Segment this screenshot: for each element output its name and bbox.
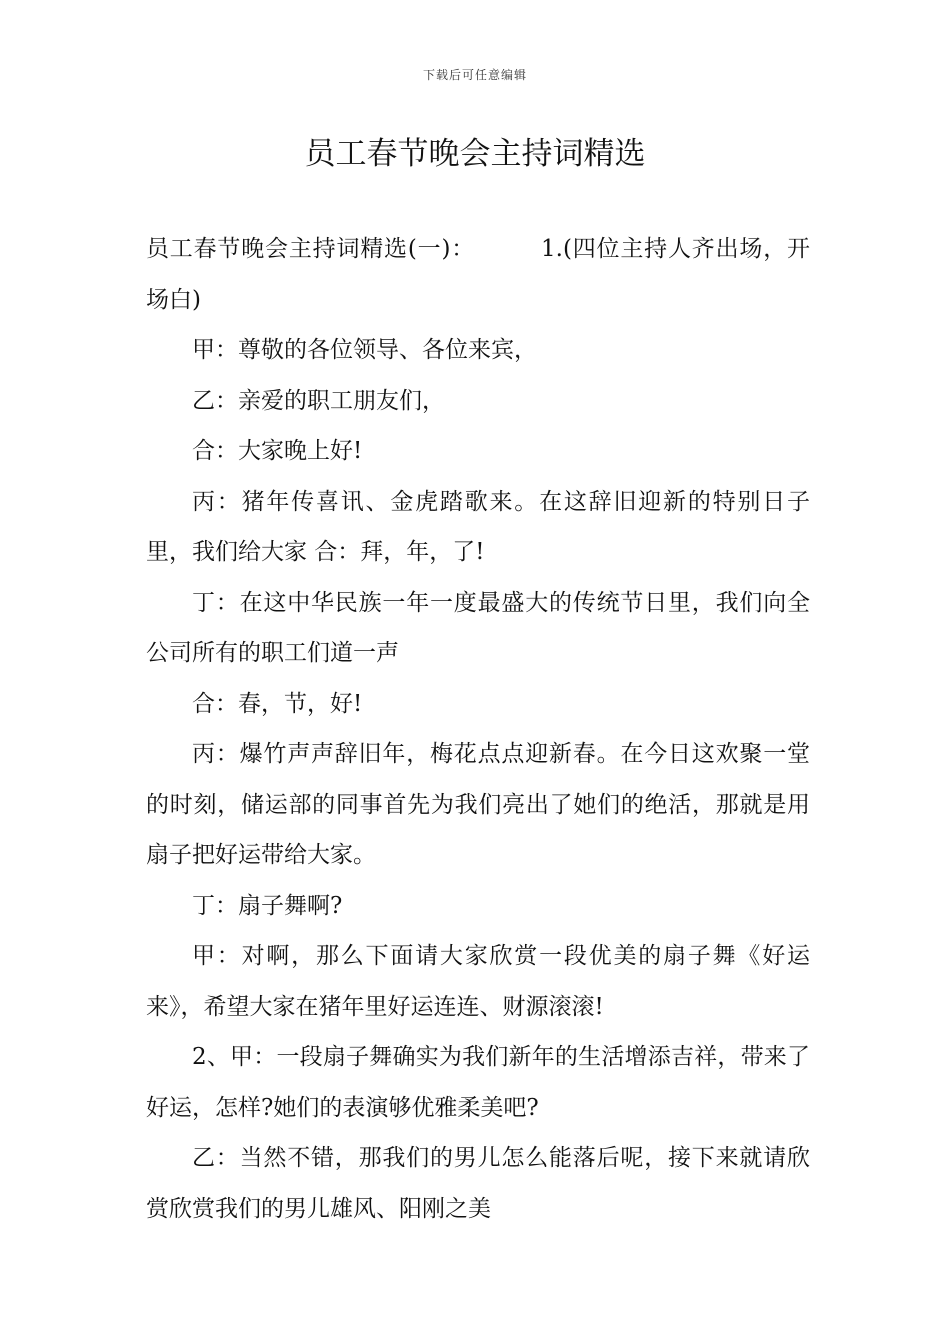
paragraph-7: 丙：爆竹声声辞旧年，梅花点点迎新春。在今日这欢聚一堂的时刻，储运部的同事首先为我们亮出了她们的绝活，那就是用扇子把好运带给大家。 (146, 741, 810, 868)
paragraph-4: 丙：猪年传喜讯、金虎踏歌来。在这辞旧迎新的特别日子里，我们给大家 合：拜，年，了! (146, 488, 810, 565)
paragraph-2: 乙：亲爱的职工朋友们， (192, 387, 445, 414)
document-body (146, 224, 810, 1234)
header-note: 下载后可任意编辑 (422, 68, 527, 82)
intro-paragraph (146, 224, 810, 325)
intro-label: 员工春节晚会主持词精选(一)： (146, 236, 476, 262)
paragraph-8: 丁：扇子舞啊? (192, 892, 343, 919)
paragraph-1: 甲：尊敬的各位领导、各位来宾， (192, 337, 537, 363)
paragraph-6: 合：春，节，好! (192, 690, 363, 717)
intro-text: 1.(四位主持人齐出场，开场白) (146, 236, 810, 313)
paragraph-9: 甲：对啊，那么下面请大家欣赏一段优美的扇子舞《好运来》，希望大家在猪年里好运连连、财源滚滚! (146, 943, 810, 1020)
paragraph-11: 乙：当然不错，那我们的男儿怎么能落后呢，接下来就请欣赏欣赏我们的男儿雄风、阳刚之美 (146, 1145, 810, 1222)
paragraph-5: 丁：在这中华民族一年一度最盛大的传统节日里，我们向全公司所有的职工们道一声 (146, 589, 810, 666)
document-title: 员工春节晚会主持词精选 (304, 136, 646, 172)
paragraph-3: 合：大家晚上好! (192, 438, 363, 464)
paragraph-10: 2、甲：一段扇子舞确实为我们新年的生活增添吉祥，带来了好运，怎样?她们的表演够优雅柔美吧? (146, 1044, 810, 1121)
